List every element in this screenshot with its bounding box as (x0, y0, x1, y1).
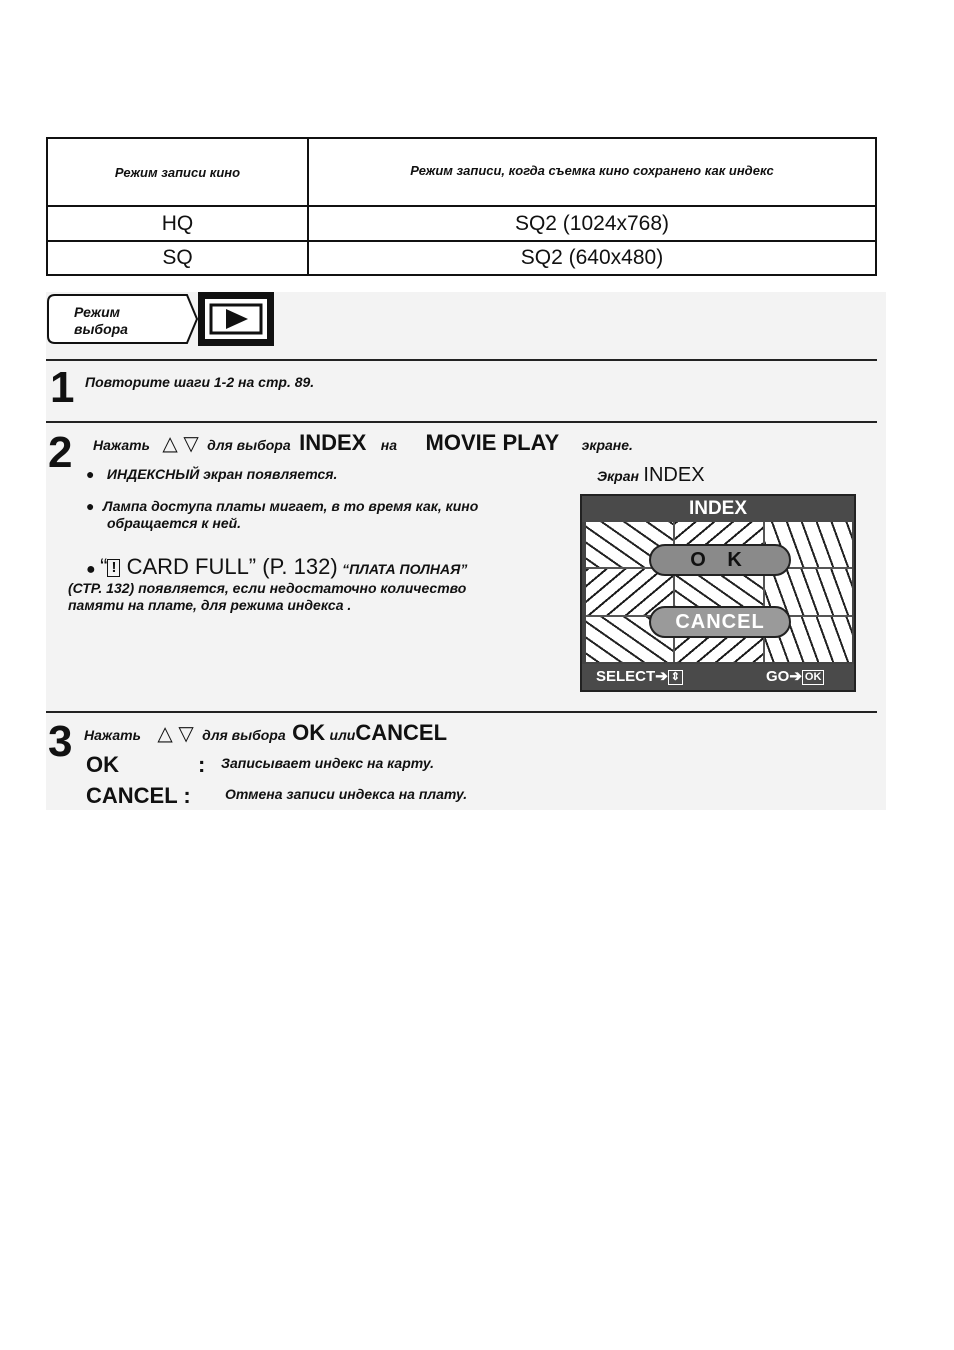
table-cell-index-mode: SQ2 (1024x768) (514, 211, 670, 235)
bullet-2 (86, 498, 478, 516)
table-header-right: Режим записи, когда съемка кино сохранено как индекс (410, 162, 774, 178)
step1-text: Повторите шаги 1-2 на стр. 89. (85, 374, 315, 390)
index-screen-title: INDEX (582, 496, 854, 522)
cancel-label: CANCEL (355, 720, 448, 745)
bullet-3-text: (СТР. 132) появляется, если недостаточно количество (68, 580, 467, 596)
cancel-button[interactable]: CANCEL (649, 606, 791, 638)
index-label: INDEX (299, 430, 367, 455)
step-number: 1 (50, 363, 75, 412)
screen-word: экране. (581, 437, 633, 453)
step-number: 3 (48, 717, 73, 766)
step3-instruction (84, 720, 447, 746)
ok-box-icon: OK (802, 670, 825, 685)
select-hint (596, 664, 683, 690)
table-cell-mode: SQ (162, 246, 193, 269)
movie-play-label: MOVIE PLAY (425, 430, 560, 455)
bullet-icon: ● (86, 561, 96, 578)
mode-select-label-line2: выбора (74, 321, 128, 337)
table-header-left: Режим записи кино (114, 164, 241, 180)
step-number: 2 (48, 428, 73, 477)
mode-select-label (74, 304, 128, 338)
table-cell-mode: HQ (161, 211, 194, 235)
cancel-option-label: CANCEL : (86, 783, 191, 808)
index-screen-caption (597, 464, 705, 487)
bullet-3-text-continued: памяти на плате, для режима индекса . (68, 597, 352, 613)
caption-prefix: Экран (597, 468, 639, 484)
or-label: или (329, 727, 356, 743)
mode-select-label-line1: Режим (74, 304, 120, 320)
playback-icon (198, 292, 274, 346)
table-cell-index-mode: SQ2 (640x480) (520, 246, 664, 269)
step2-instruction (93, 430, 633, 456)
on-label: на (380, 437, 398, 453)
bullet-2-text-continued: обращается к ней. (107, 515, 242, 531)
quote-mark: “ (100, 554, 108, 579)
ok-button[interactable]: O K (649, 544, 791, 576)
bullet-icon: ● (86, 466, 95, 482)
press-label: Нажать (93, 437, 150, 453)
up-down-arrow-icons: △ ▽ (162, 433, 199, 455)
ok-option-description: Записывает индекс на карту. (221, 755, 435, 771)
arrow-right-icon: ➔ (789, 668, 802, 685)
bullet-1-text: ИНДЕКСНЫЙ экран появляется. (106, 466, 338, 482)
cancel-option-description: Отмена записи индекса на плату. (225, 786, 468, 802)
up-down-arrow-icons: △ ▽ (157, 723, 194, 745)
bullet-2-text: Лампа доступа платы мигает, в то время как, кино (102, 498, 479, 514)
card-full-text: CARD FULL” (P. 132) (120, 554, 338, 579)
for-select-label: для выбора (202, 727, 286, 743)
step-divider (46, 711, 877, 713)
recording-mode-table (46, 137, 877, 276)
ok-option-colon: : (198, 752, 206, 777)
go-label: GO (766, 668, 790, 685)
arrow-right-icon: ➔ (655, 668, 668, 685)
press-label: Нажать (84, 727, 141, 743)
ok-option-label: OK (86, 752, 119, 777)
for-select-label: для выбора (207, 437, 291, 453)
caption-name: INDEX (643, 464, 705, 486)
index-screen (580, 494, 856, 692)
card-full-warning-icon: ! (107, 559, 120, 577)
go-hint (766, 664, 824, 690)
bullet-icon: ● (86, 498, 95, 514)
ok-label: OK (292, 720, 326, 745)
bullet-1 (86, 466, 337, 484)
card-full-translation: “ПЛАТА ПОЛНАЯ” (342, 561, 468, 577)
select-label: SELECT (596, 668, 656, 685)
bullet-3 (86, 554, 467, 580)
step-divider (46, 421, 877, 423)
up-down-icon: ⇕ (668, 670, 683, 685)
index-screen-footer (582, 664, 854, 690)
thumbnail-grid (586, 522, 852, 662)
step-divider (46, 359, 877, 361)
playback-mode-box (198, 292, 274, 346)
